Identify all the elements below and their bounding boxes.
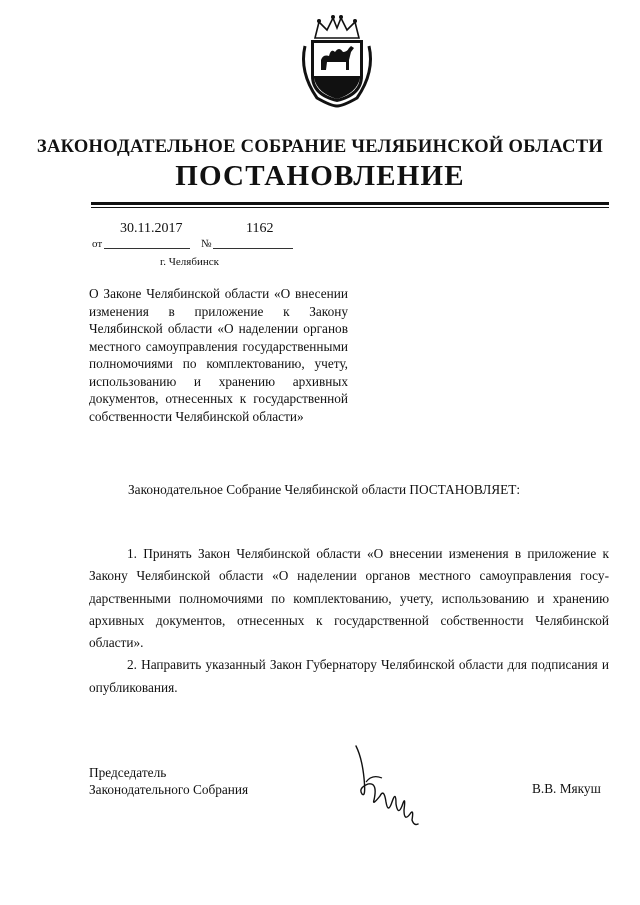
resolution-point: 1. Принять Закон Челябинской области «О внесении изменения в приложение к Закону Челябинской области «О наделении органов местного самоуправления государственными полномочиями по комплектованию, учету, использованию и хранению архивных документов, отнесенных к государственной собственности Челябинской области». [89,546,609,651]
resolution-points [89,543,609,699]
date-underline [104,248,190,249]
date-label: от [92,238,103,250]
number-underline [213,248,293,249]
document-subject: О Законе Челябинской области «О внесении изменения в приложение к Закону Челябинской области «О наделении органов местного самоуправления государственными полномочиями по комплектованию, учету, использованию и хранению архивных документов, отнесенных к государственной собственности Челябинской области» [89,286,348,424]
signatory-title [89,764,248,798]
handwritten-signature [352,744,432,828]
signatory-title-line: Законодательного Собрания [89,782,249,797]
resolution-point: 2. Направить указанный Закон Губернатору Челябинской области для подписания и опубликования. [89,657,609,695]
document-number: 1162 [246,221,274,236]
header-divider-thick [91,202,609,205]
signatory-title-line: Председатель [89,765,167,780]
document-date: 30.11.2017 [120,221,183,236]
city-label: г. Челябинск [160,256,219,268]
header-divider-thin [91,207,609,208]
document-type-title: ПОСТАНОВЛЕНИЕ [175,160,465,192]
organization-title: ЗАКОНОДАТЕЛЬНОЕ СОБРАНИЕ ЧЕЛЯБИНСКОЙ ОБЛАСТИ [36,137,604,157]
preamble: Законодательное Собрание Челябинской области ПОСТАНОВЛЯЕТ: [128,482,521,497]
signatory-name: В.В. Мякуш [532,781,601,796]
chelyabinsk-coat-of-arms-icon [297,12,377,108]
number-label: № [201,238,212,250]
